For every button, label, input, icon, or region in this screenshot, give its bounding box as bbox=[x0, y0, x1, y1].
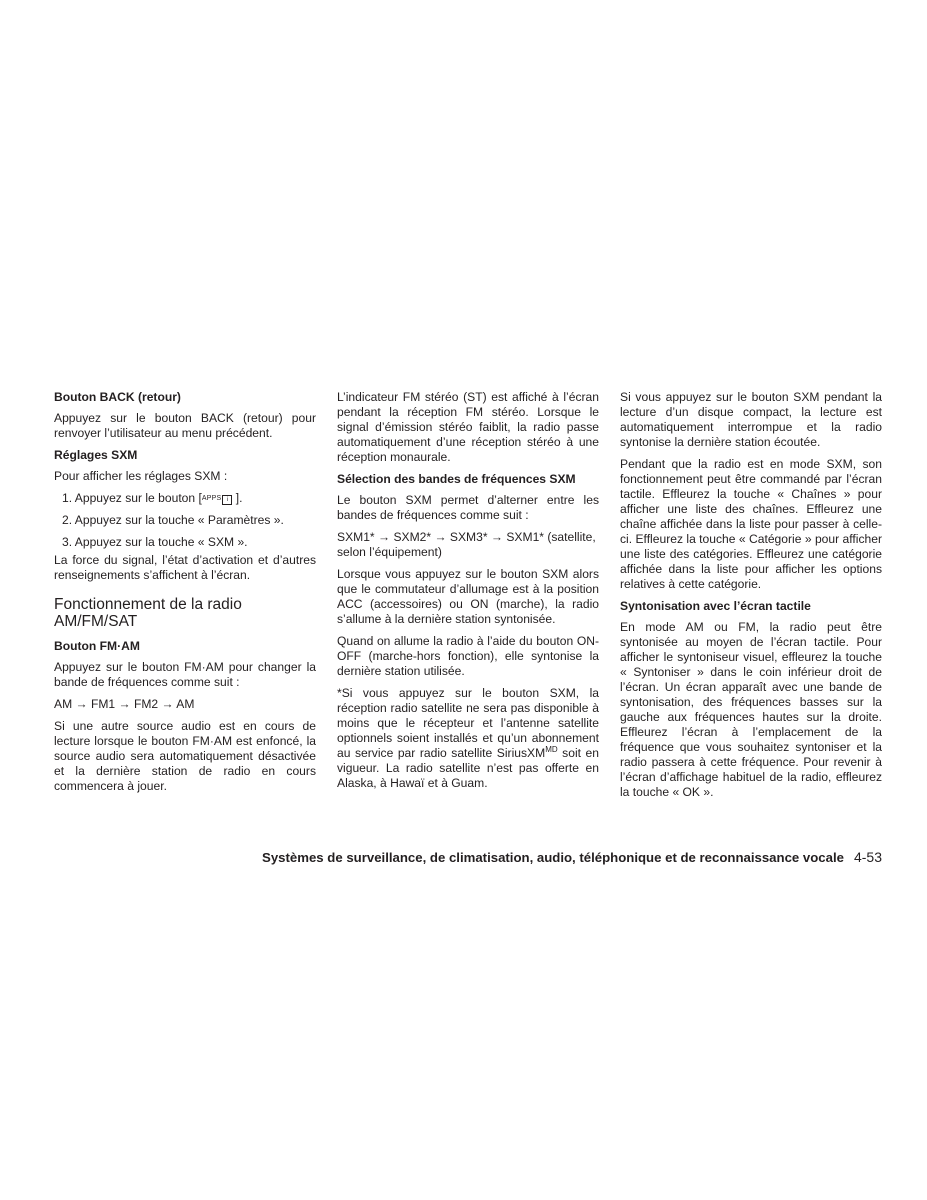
fmam-other-source: Si une autre source audio est en cours de lecture lorsque le bouton FM·AM est enfoncé, la source audio sera automatiquement désactivée et la dernière station de radio en cours commencera à jouer. bbox=[54, 719, 316, 793]
step-2: 2. Appuyez sur la touche « Paramètres ». bbox=[62, 513, 284, 527]
band-sequence: SXM1* → SXM2* → SXM3* → SXM1* (satellite, selon l’équipement) bbox=[337, 530, 596, 559]
column-1 bbox=[54, 390, 316, 801]
fmam-text: Appuyez sur le bouton FM·AM pour changer la bande de fréquences comme suit : bbox=[54, 660, 316, 689]
touch-tuning-text: En mode AM ou FM, la radio peut être syntonisée au moyen de l’écran tactile. Pour afficher le syntoniseur visuel, effleurez la touche « Syntoniser » dans le coin inférieur droit de l’écran. Un écran apparaît avec une bande de syntonisation, des fréquences basses sur la gauche aux fréquences hautes sur la droite. Effleurez l’écran à l’emplacement de la fréquence que vous souhaitez syntoniser et la radio passera à cette fréquence. Pour revenir à l’écran d’affichage habituel de la radio, effleurez la touche « OK ». bbox=[620, 620, 882, 799]
back-button-text: Appuyez sur le bouton BACK (retour) pour renvoyer l’utilisateur au menu précédent. bbox=[54, 411, 316, 440]
band-selection-heading: Sélection des bandes de fréquences SXM bbox=[337, 472, 576, 486]
satellite-note-end: soit en vigueur. La radio satellite n’est pas offerte en Alaska, à Hawaï et à Guam. bbox=[337, 746, 599, 790]
sxm-settings-steps bbox=[54, 491, 316, 550]
apps-key-icon bbox=[202, 494, 232, 505]
fmam-heading: Bouton FM·AM bbox=[54, 639, 140, 653]
sxm-settings-intro: Pour afficher les réglages SXM : bbox=[54, 469, 228, 483]
page-footer bbox=[0, 849, 882, 866]
column-3 bbox=[620, 390, 882, 807]
fmam-sequence: AM → FM1 → FM2 → AM bbox=[54, 697, 195, 711]
sxm-settings-heading: Réglages SXM bbox=[54, 448, 138, 462]
satellite-note-start: *Si vous appuyez sur le bouton SXM, la réception radio satellite ne sera pas disponible à moins que le récepteur et l’antenne satellite optionnels soient installés et qu’un abonnement au service par radio satellite SiriusXM bbox=[337, 686, 599, 760]
step-3: 3. Appuyez sur la touche « SXM ». bbox=[62, 535, 248, 549]
band-selection-text: Le bouton SXM permet d’alterner entre les bandes de fréquences comme suit : bbox=[337, 493, 599, 522]
apps-key-label: APPS bbox=[201, 495, 222, 502]
step-1 bbox=[62, 491, 316, 506]
page-number: 4-53 bbox=[853, 849, 882, 865]
info-box-icon: i bbox=[222, 495, 232, 505]
step-1-prefix: 1. Appuyez sur le bouton [ bbox=[62, 491, 202, 505]
step-1-suffix: ]. bbox=[235, 491, 243, 505]
column-2 bbox=[337, 390, 599, 798]
section-title: Fonctionnement de la radio AM/FM/SAT bbox=[54, 596, 242, 630]
back-button-heading: Bouton BACK (retour) bbox=[54, 390, 181, 404]
cd-interrupt-text: Si vous appuyez sur le bouton SXM pendant la lecture d’un disque compact, la lecture est automatiquement interrompue et la radio syntonise la dernière station écoutée. bbox=[620, 390, 882, 449]
touch-tuning-heading: Syntonisation avec l’écran tactile bbox=[620, 599, 811, 613]
satellite-note bbox=[337, 686, 599, 791]
on-off-text: Quand on allume la radio à l’aide du bouton ON-OFF (marche-hors fonction), elle syntonise la dernière station utilisée. bbox=[337, 634, 599, 678]
sxm-mode-text: Pendant que la radio est en mode SXM, son fonctionnement peut être commandé par l’écran tactile. Effleurez la touche « Chaînes » pour afficher une liste des chaînes. Effleurez une chaîne affichée dans la liste pour passer à celle-ci. Effleurez la touche « Catégorie » pour afficher une liste des catégories. Effleurez une catégorie affichée dans la liste pour afficher les options relatives à cette catégorie. bbox=[620, 457, 882, 591]
press-sxm-text: Lorsque vous appuyez sur le bouton SXM alors que le commutateur d’allumage est à la position ACC (accessoires) ou ON (marche), la radio s’allume à la dernière station syntonisée. bbox=[337, 567, 599, 626]
trademark-sup: MD bbox=[545, 744, 558, 754]
footer-chapter-title: Systèmes de surveillance, de climatisation, audio, téléphonique et de reconnaissance vocale bbox=[262, 850, 844, 865]
stereo-indicator-text: L’indicateur FM stéréo (ST) est affiché à l’écran pendant la réception FM stéréo. Lorsque le signal d’émission stéréo faiblit, la radio passe automatiquement d’une réception stéréo à une réception monaurale. bbox=[337, 390, 599, 464]
signal-text: La force du signal, l’état d’activation et d’autres renseignements s’affichent à l’écran. bbox=[54, 553, 316, 582]
